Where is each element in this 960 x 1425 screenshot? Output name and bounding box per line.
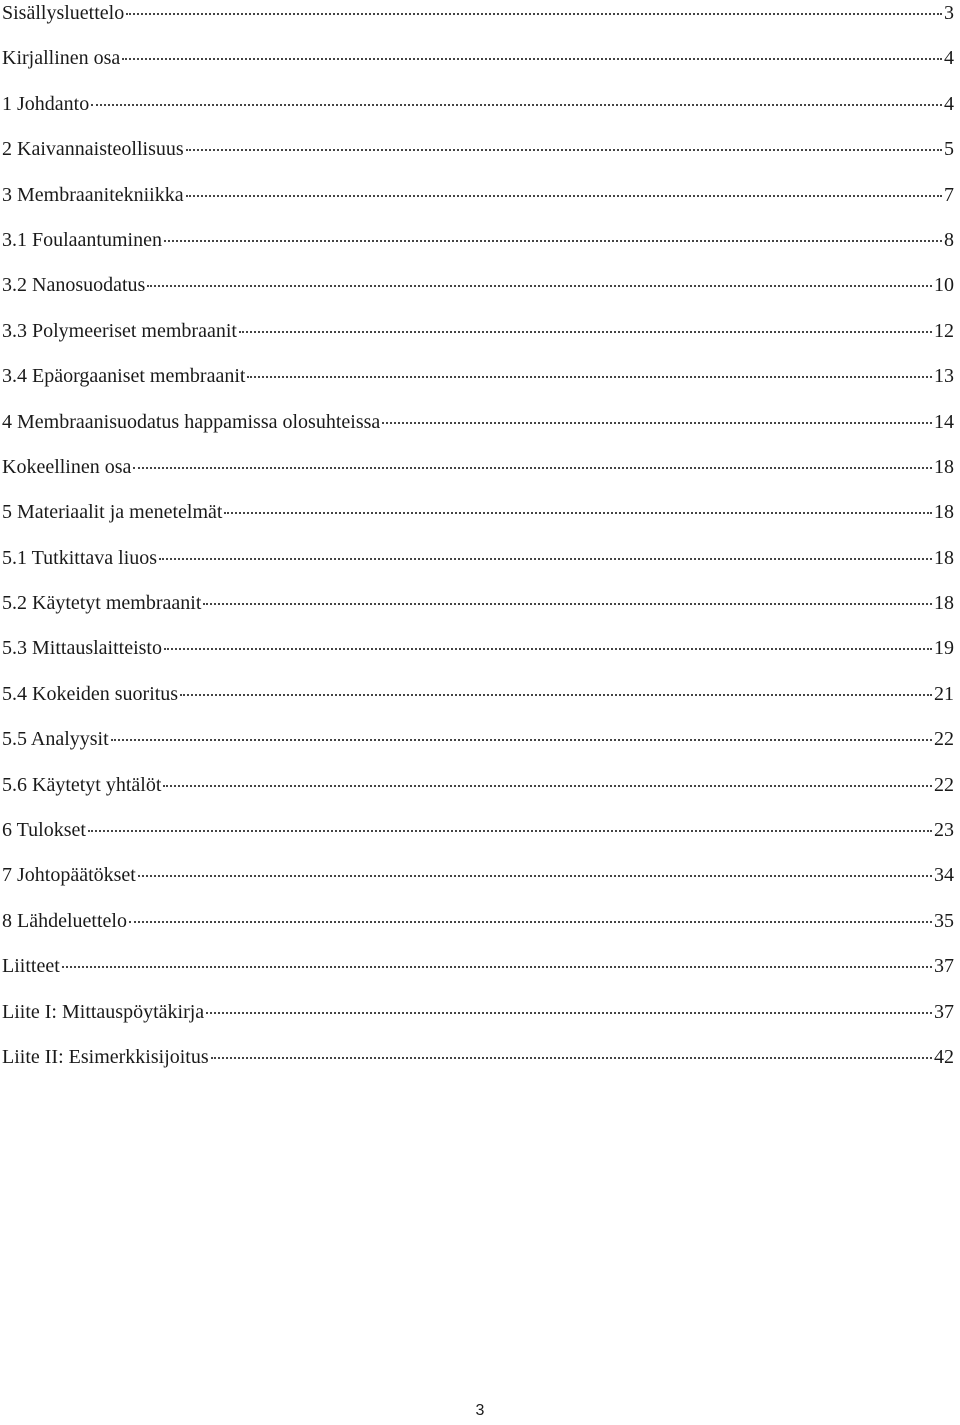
- toc-dot-leader: [147, 284, 932, 287]
- toc-entry-page: 12: [934, 319, 954, 342]
- toc-entry[interactable]: [2, 409, 954, 454]
- toc-dot-leader: [163, 784, 932, 787]
- toc-entry-page: 13: [934, 365, 954, 388]
- table-of-contents: [2, 0, 954, 1089]
- toc-entry-page: 23: [934, 819, 954, 842]
- toc-entry[interactable]: [2, 862, 954, 907]
- toc-entry[interactable]: [2, 772, 954, 817]
- toc-entry-page: 19: [934, 637, 954, 660]
- toc-dot-leader: [247, 375, 932, 378]
- toc-dot-leader: [138, 874, 932, 877]
- toc-entry-title: Liite I: Mittauspöytäkirja: [2, 1000, 205, 1023]
- toc-entry-title: 3.4 Epäorgaaniset membraanit: [2, 365, 246, 388]
- toc-dot-leader: [159, 557, 932, 560]
- toc-dot-leader: [164, 239, 942, 242]
- toc-entry-page: 4: [944, 92, 954, 115]
- toc-entry-page: 18: [934, 592, 954, 615]
- toc-entry-title: 5 Materiaalit ja menetelmät: [2, 501, 223, 524]
- toc-dot-leader: [203, 602, 932, 605]
- toc-entry-title: 8 Lähdeluettelo: [2, 909, 127, 932]
- toc-entry-title: 1 Johdanto: [2, 92, 90, 115]
- toc-entry[interactable]: [2, 91, 954, 136]
- toc-entry-page: 37: [934, 1000, 954, 1023]
- toc-dot-leader: [88, 829, 932, 832]
- toc-entry-title: 6 Tulokset: [2, 819, 86, 842]
- toc-entry-title: 5.3 Mittauslaitteisto: [2, 637, 162, 660]
- toc-entry-page: 7: [944, 183, 954, 206]
- toc-dot-leader: [382, 421, 932, 424]
- toc-entry[interactable]: [2, 136, 954, 181]
- toc-dot-leader: [186, 148, 942, 151]
- toc-entry[interactable]: [2, 0, 954, 45]
- toc-entry-title: 5.1 Tutkittava liuos: [2, 546, 158, 569]
- toc-entry-page: 37: [934, 955, 954, 978]
- toc-entry[interactable]: [2, 681, 954, 726]
- toc-entry-page: 18: [934, 546, 954, 569]
- toc-dot-leader: [62, 965, 932, 968]
- toc-dot-leader: [111, 738, 932, 741]
- toc-entry-page: 4: [944, 47, 954, 70]
- toc-entry[interactable]: [2, 817, 954, 862]
- toc-entry-title: 5.4 Kokeiden suoritus: [2, 682, 179, 705]
- toc-entry[interactable]: [2, 363, 954, 408]
- toc-dot-leader: [129, 920, 932, 923]
- toc-entry-title: Kokeellinen osa: [2, 455, 132, 478]
- toc-entry-title: 3.2 Nanosuodatus: [2, 274, 146, 297]
- toc-entry-title: Liite II: Esimerkkisijoitus: [2, 1045, 209, 1068]
- toc-dot-leader: [164, 647, 932, 650]
- toc-entry[interactable]: [2, 454, 954, 499]
- toc-entry-title: 3.1 Foulaantuminen: [2, 228, 162, 251]
- toc-entry-page: 10: [934, 274, 954, 297]
- toc-dot-leader: [239, 330, 932, 333]
- toc-dot-leader: [206, 1011, 932, 1014]
- toc-entry-page: 21: [934, 682, 954, 705]
- toc-entry-title: 4 Membraanisuodatus happamissa olosuhteissa: [2, 410, 381, 433]
- toc-entry-title: 3.3 Polymeeriset membraanit: [2, 319, 237, 342]
- toc-entry-page: 22: [934, 728, 954, 751]
- toc-entry[interactable]: [2, 545, 954, 590]
- toc-dot-leader: [126, 12, 942, 15]
- toc-entry-title: 2 Kaivannaisteollisuus: [2, 138, 184, 161]
- toc-entry-page: 8: [944, 228, 954, 251]
- toc-entry[interactable]: [2, 726, 954, 771]
- toc-dot-leader: [186, 194, 942, 197]
- toc-dot-leader: [91, 103, 942, 106]
- toc-entry-title: 5.6 Käytetyt yhtälöt: [2, 773, 162, 796]
- toc-dot-leader: [224, 511, 932, 514]
- toc-entry-page: 34: [934, 864, 954, 887]
- toc-entry-title: Kirjallinen osa: [2, 47, 121, 70]
- toc-entry-title: 5.5 Analyysit: [2, 728, 109, 751]
- page-number: 3: [475, 1402, 485, 1419]
- toc-entry[interactable]: [2, 318, 954, 363]
- toc-entry-page: 42: [934, 1045, 954, 1068]
- toc-entry[interactable]: [2, 590, 954, 635]
- toc-dot-leader: [180, 693, 932, 696]
- toc-entry-title: Sisällysluettelo: [2, 2, 125, 24]
- toc-entry[interactable]: [2, 227, 954, 272]
- toc-entry-title: 3 Membraanitekniikka: [2, 183, 184, 206]
- toc-entry-page: 5: [944, 138, 954, 161]
- toc-entry[interactable]: [2, 908, 954, 953]
- toc-entry-page: 18: [934, 501, 954, 524]
- toc-entry-title: 7 Johtopäätökset: [2, 864, 136, 887]
- toc-entry-title: Liitteet: [2, 955, 60, 978]
- toc-entry[interactable]: [2, 1044, 954, 1089]
- toc-entry-page: 14: [934, 410, 954, 433]
- toc-entry-page: 35: [934, 909, 954, 932]
- toc-entry-page: 22: [934, 773, 954, 796]
- toc-dot-leader: [211, 1056, 932, 1059]
- toc-entry[interactable]: [2, 635, 954, 680]
- toc-entry[interactable]: [2, 182, 954, 227]
- toc-entry-title: 5.2 Käytetyt membraanit: [2, 592, 202, 615]
- toc-entry[interactable]: [2, 999, 954, 1044]
- toc-dot-leader: [133, 466, 932, 469]
- toc-entry[interactable]: [2, 45, 954, 90]
- toc-entry-page: 3: [944, 2, 954, 24]
- toc-entry-page: 18: [934, 455, 954, 478]
- toc-dot-leader: [122, 57, 942, 60]
- toc-entry[interactable]: [2, 953, 954, 998]
- toc-entry[interactable]: [2, 272, 954, 317]
- toc-entry[interactable]: [2, 499, 954, 544]
